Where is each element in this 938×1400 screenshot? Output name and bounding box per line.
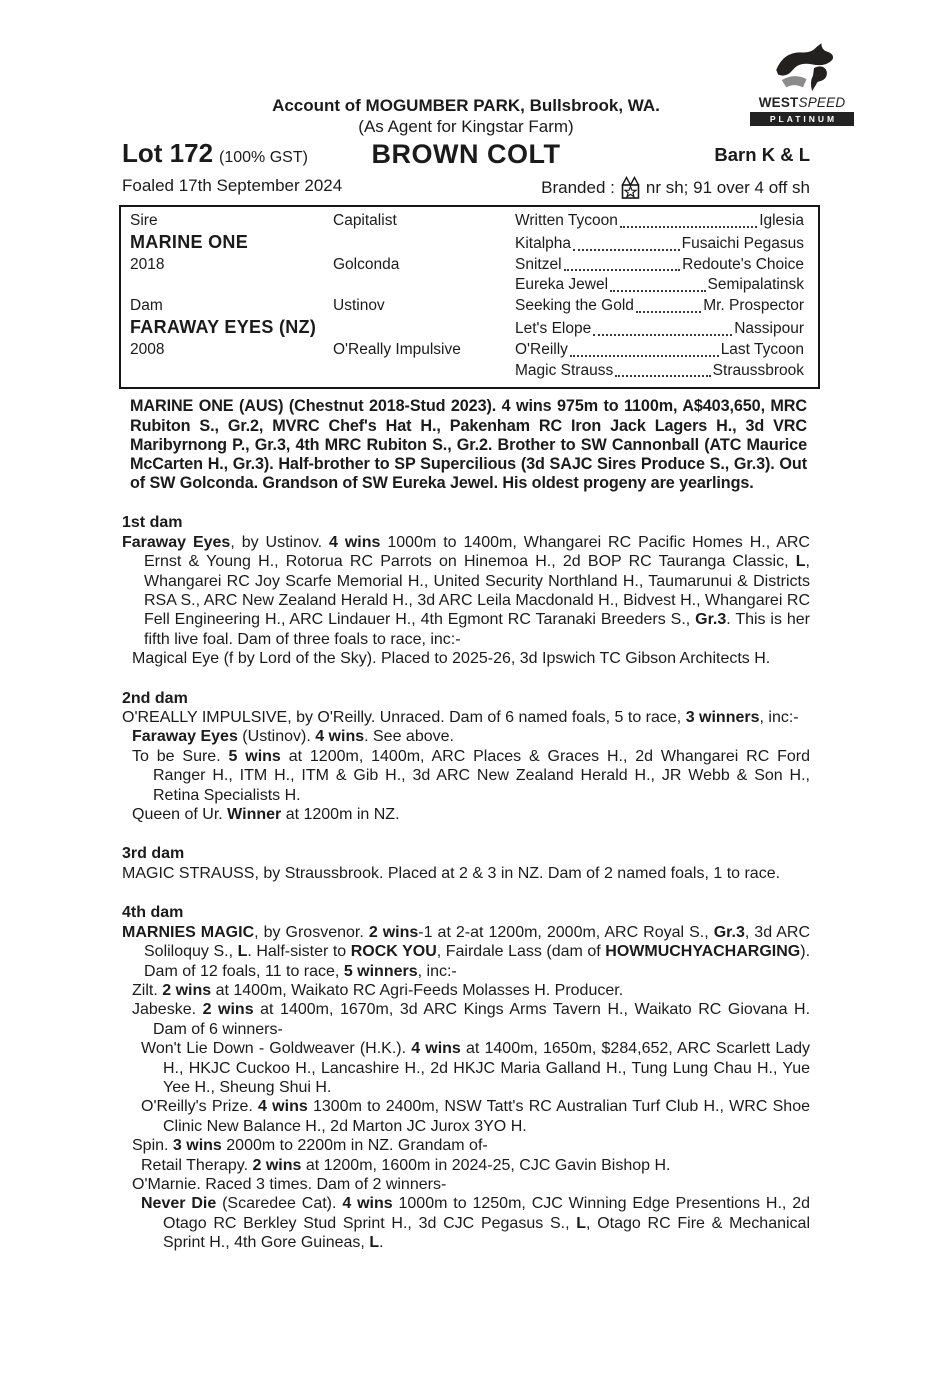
pedigree-cell: Golconda bbox=[333, 255, 400, 273]
bold-text: Faraway Eyes bbox=[132, 728, 238, 746]
pedigree-paragraph bbox=[132, 1175, 810, 1194]
text: . This is her fifth live foal. Dam of three foals to race, inc:- bbox=[144, 611, 811, 648]
bold-text: MARNIES MAGIC bbox=[122, 923, 255, 941]
gen4-ancestor: Straussbrook bbox=[712, 361, 804, 379]
text: 2000m to 2200m in NZ. Grandam of- bbox=[221, 1137, 488, 1155]
bold-text: L bbox=[369, 1234, 380, 1252]
pedigree-table bbox=[119, 205, 820, 389]
page-title: BROWN COLT bbox=[371, 139, 561, 169]
gen3-sire: Let's Elope bbox=[515, 319, 592, 337]
gen3-sire: O'Reilly bbox=[515, 340, 568, 358]
text: Won't Lie Down - Goldweaver (H.K.). bbox=[141, 1040, 412, 1058]
text: MAGIC STRAUSS, by Straussbrook. Placed at 2 & 3 in NZ. Dam of 2 named foals, 1 to race. bbox=[122, 864, 781, 882]
section-heading: 4th dam bbox=[122, 904, 184, 922]
gen3-pair bbox=[515, 296, 804, 317]
pedigree-paragraph bbox=[132, 805, 810, 824]
horse-name: MARINE ONE bbox=[130, 231, 249, 252]
pedigree-paragraph bbox=[132, 1136, 810, 1155]
logo-platinum-badge: PLATINUM bbox=[750, 112, 854, 126]
brand-mark-icon bbox=[620, 176, 641, 200]
text: ). Dam of 12 foals, 11 to race, bbox=[144, 943, 811, 980]
text: O'Marnie. Raced 3 times. Dam of 2 winners- bbox=[132, 1175, 447, 1193]
dot-leader bbox=[593, 334, 732, 336]
bold-text: Gr.3 bbox=[695, 611, 727, 629]
pedigree-row bbox=[130, 232, 804, 255]
pedigree-paragraph bbox=[141, 1039, 810, 1097]
branded-info bbox=[541, 176, 810, 200]
pedigree-paragraph bbox=[122, 864, 810, 883]
gen4-ancestor: Iglesia bbox=[759, 212, 804, 229]
gen3-pair bbox=[515, 211, 804, 232]
text: , inc:- bbox=[759, 709, 799, 727]
text: Retail Therapy. bbox=[141, 1156, 253, 1174]
text: , by Grosvenor. bbox=[254, 923, 369, 941]
pedigree-paragraph bbox=[122, 533, 810, 649]
text: 1000m to 1400m, Whangarei RC Pacific Homes H., ARC Ernst & Young H., Rotorua RC Parrots on Hinemoa H., 2d BOP RC Tauranga Classic, bbox=[144, 533, 810, 571]
text: Jabeske. bbox=[132, 1001, 203, 1019]
westspeed-horse-icon bbox=[756, 42, 848, 96]
account-line: Account of MOGUMBER PARK, Bullsbrook, WA. bbox=[272, 96, 660, 115]
pedigree-paragraph bbox=[141, 1097, 810, 1136]
gen3-sire: Seeking the Gold bbox=[515, 297, 634, 315]
bold-text: 3 wins bbox=[172, 1137, 222, 1155]
bold-text: 5 wins bbox=[228, 747, 281, 765]
text: (Ustinov). bbox=[237, 728, 316, 746]
gen3-sire: Magic Strauss bbox=[515, 361, 614, 379]
pedigree-row bbox=[130, 361, 804, 382]
bold-text: HOWMUCHYACHARGING bbox=[605, 943, 801, 961]
text: . bbox=[379, 1234, 384, 1252]
bold-text: 2 wins bbox=[162, 981, 212, 999]
bold-text: ROCK YOU bbox=[350, 943, 437, 961]
pedigree-cell: Sire bbox=[130, 212, 158, 229]
pedigree-cell: 2018 bbox=[130, 255, 165, 273]
bold-text: 3 winners bbox=[685, 709, 760, 727]
text: , Whangarei RC Joy Scarfe Memorial H., United Security Northland H., Taumarunui & Districts RSA S., ARC New Zealand Herald H., 3d ARC Leila Macdonald H., Bidvest H., Whangarei RC Fell Engineering H., ARC Lindauer H., 4th Egmont RC Taranaki Breeders S., bbox=[144, 553, 810, 629]
gen4-ancestor: Semipalatinsk bbox=[707, 276, 804, 294]
pedigree-cell: Dam bbox=[130, 297, 163, 315]
pedigree-paragraph bbox=[132, 747, 810, 805]
pedigree-paragraph bbox=[132, 649, 810, 668]
pedigree-row bbox=[130, 340, 804, 361]
bold-text: 2 wins bbox=[368, 923, 419, 941]
gst-note: (100% GST) bbox=[219, 149, 308, 166]
bold-text: 4 wins bbox=[411, 1040, 461, 1058]
gen3-sire: Eureka Jewel bbox=[515, 276, 609, 294]
dot-leader bbox=[573, 249, 680, 251]
section-heading: 2nd dam bbox=[122, 689, 188, 707]
text: at 1400m, 1650m, $284,652, ARC Scarlett Lady H., HKJC Cuckoo H., Lancashire H., 2d HKJC Maria Galland H., Tung Lung Chau H., Yue Yee H., Sheung Shui H. bbox=[163, 1040, 811, 1096]
pedigree-paragraph bbox=[132, 727, 810, 746]
pedigree-paragraph bbox=[132, 1000, 810, 1039]
text: at 1400m, 1670m, 3d ARC Kings Arms Tavern H., Waikato RC Giovana H. Dam of 6 winners- bbox=[153, 1001, 811, 1038]
text: Magical Eye (f by Lord of the Sky). Placed to 2025-26, 3d Ipswich TC Gibson Architects H. bbox=[132, 650, 771, 668]
text: , 3d ARC Soliloquy S., bbox=[144, 923, 811, 961]
text: O'Reilly's Prize. bbox=[141, 1098, 259, 1116]
pedigree-cell: Capitalist bbox=[333, 212, 397, 229]
dot-leader bbox=[615, 375, 710, 377]
text: at 1200m, 1600m in 2024-25, CJC Gavin Bishop H. bbox=[301, 1156, 671, 1174]
text: at 1200m, 1400m, ARC Places & Graces H., 2d Whangarei RC Ford Ranger H., ITM H., ITM & Gib H., 3d ARC New Zealand Herald H., JR Webb & Son H., Retina Specialists H. bbox=[153, 747, 810, 804]
foaled-row bbox=[122, 176, 810, 200]
text: at 1200m in NZ. bbox=[281, 806, 400, 824]
lot-row bbox=[122, 138, 810, 172]
text: Zilt. bbox=[132, 981, 163, 999]
text: , Fairdale Lass (dam of bbox=[436, 943, 606, 961]
text: 1000m to 1250m, CJC Winning Edge Presentions H., 2d Otago RC Berkley Stud Sprint H., 3d CJC Pegasus S., bbox=[163, 1195, 811, 1232]
pedigree-row bbox=[130, 296, 804, 317]
text: (Scaredee Cat). bbox=[216, 1195, 343, 1213]
gen4-ancestor: Fusaichi Pegasus bbox=[681, 234, 804, 252]
gen3-sire: Written Tycoon bbox=[515, 212, 618, 229]
bold-text: 4 wins bbox=[315, 728, 365, 746]
text: O'REALLY IMPULSIVE, by O'Reilly. Unraced. Dam of 6 named foals, 5 to race, bbox=[122, 709, 686, 727]
dam-sections bbox=[122, 513, 810, 1252]
pedigree-row bbox=[130, 211, 804, 232]
pedigree-row bbox=[130, 317, 804, 340]
bold-text: 4 wins bbox=[258, 1098, 308, 1116]
gen4-ancestor: Mr. Prospector bbox=[703, 297, 804, 315]
gen3-pair bbox=[515, 361, 804, 382]
branded-label: Branded : bbox=[541, 178, 615, 197]
gen3-pair bbox=[515, 319, 804, 340]
section-heading: 3rd dam bbox=[122, 845, 185, 863]
gen3-pair bbox=[515, 255, 804, 276]
pedigree-paragraph bbox=[122, 708, 810, 727]
logo-word-west: WEST bbox=[758, 95, 799, 110]
dot-leader bbox=[610, 290, 705, 292]
pedigree-paragraph bbox=[141, 1194, 810, 1252]
foaled-date: Foaled 17th September 2024 bbox=[122, 176, 343, 195]
text: , by Ustinov. bbox=[230, 533, 330, 551]
dot-leader bbox=[620, 226, 757, 228]
agent-line: (As Agent for Kingstar Farm) bbox=[358, 117, 574, 136]
gen3-sire: Kitalpha bbox=[515, 234, 572, 252]
bold-text: Gr.3 bbox=[713, 923, 745, 941]
pedigree-document bbox=[119, 205, 820, 1253]
bold-text: 4 wins bbox=[329, 533, 381, 551]
text: 1300m to 2400m, NSW Tatt's RC Australian Turf Club H., WRC Shoe Clinic New Balance H., 2d Marton JC Jurox 3YO H. bbox=[163, 1098, 810, 1135]
gen3-pair bbox=[515, 234, 804, 255]
branded-description: nr sh; 91 over 4 off sh bbox=[645, 178, 810, 197]
text: . See above. bbox=[364, 728, 454, 746]
text: at 1400m, Waikato RC Agri-Feeds Molasses H. Producer. bbox=[211, 981, 624, 999]
bold-text: 5 winners bbox=[343, 962, 418, 980]
bold-text: Faraway Eyes bbox=[122, 533, 231, 551]
text: -1 at 2-at 1200m, 2000m, ARC Royal S., bbox=[418, 923, 714, 941]
text: Spin. bbox=[132, 1137, 173, 1155]
pedigree-cell: O'Really Impulsive bbox=[333, 340, 461, 358]
gen3-pair bbox=[515, 275, 804, 296]
bold-text: 2 wins bbox=[202, 1001, 254, 1019]
dot-leader bbox=[636, 311, 701, 313]
text: , inc:- bbox=[417, 962, 457, 980]
bold-text: Winner bbox=[227, 806, 282, 824]
bold-text: 2 wins bbox=[252, 1156, 302, 1174]
horse-name: FARAWAY EYES (NZ) bbox=[130, 316, 317, 337]
bold-text: L bbox=[795, 553, 806, 571]
gen4-ancestor: Redoute's Choice bbox=[682, 255, 804, 273]
dot-leader bbox=[564, 269, 681, 271]
lot-number: Lot 172 bbox=[122, 138, 214, 168]
text: Queen of Ur. bbox=[132, 806, 228, 824]
text: , Otago RC Fire & Mechanical Sprint H., 4th Gore Guineas, bbox=[163, 1214, 811, 1252]
text: To be Sure. bbox=[132, 747, 229, 765]
logo-word-speed: SPEED bbox=[798, 95, 846, 110]
pedigree-paragraph bbox=[141, 1156, 810, 1175]
section-heading: 1st dam bbox=[122, 514, 183, 532]
gen4-ancestor: Nassipour bbox=[734, 319, 804, 337]
text: . Half-sister to bbox=[247, 943, 351, 961]
barn-label: Barn K & L bbox=[714, 144, 810, 165]
gen3-sire: Snitzel bbox=[515, 255, 562, 273]
pedigree-paragraph bbox=[132, 981, 810, 1000]
gen3-pair bbox=[515, 340, 804, 361]
dot-leader bbox=[570, 355, 719, 357]
bold-text: Never Die bbox=[141, 1195, 217, 1213]
pedigree-row bbox=[130, 275, 804, 296]
pedigree-cell: Ustinov bbox=[333, 297, 385, 315]
pedigree-paragraph bbox=[122, 923, 810, 981]
sire-blurb: MARINE ONE (AUS) (Chestnut 2018-Stud 2023). 4 wins 975m to 1100m, A$403,650, MRC Rubiton S., Gr.2, MVRC Chef's Hat H., Pakenham RC Iron Jack Lagers H., 3d VRC Maribyrnong P., Gr.3, 4th MRC Rubiton S., Gr.2. Brother to SW Cannonball (ATC Maurice McCarten H., Gr.3). Half-brother to SP Supercilious (3d SAJC Sires Produce S., Gr.3). Out of SW Golconda. Grandson of SW Eureka Jewel. His oldest progeny are yearlings. bbox=[130, 397, 807, 493]
bold-text: L bbox=[576, 1214, 587, 1232]
gen4-ancestor: Last Tycoon bbox=[720, 340, 804, 358]
bold-text: 4 wins bbox=[342, 1195, 393, 1213]
pedigree-row bbox=[130, 255, 804, 276]
pedigree-cell: 2008 bbox=[130, 340, 165, 358]
bold-text: L bbox=[237, 943, 248, 961]
